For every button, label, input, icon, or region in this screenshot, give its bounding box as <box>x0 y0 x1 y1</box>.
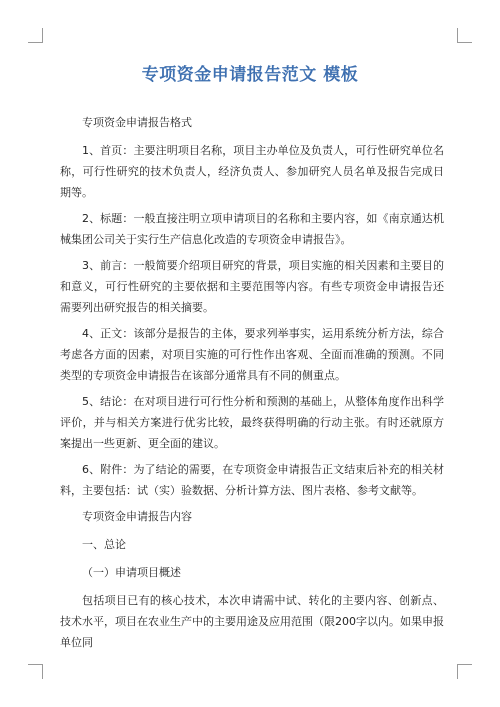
paragraph-overview: 包括项目已有的核心技术，本次申请需中试、转化的主要内容、创新点、技术水平，项目在农业生产中的主要用途及应用范围（限200字以内。如果申报单位同 <box>60 594 444 649</box>
crop-mark-bottom-left <box>28 664 43 679</box>
paragraph-title: 2、标题：一般直接注明立项申请项目的名称和主要内容，如《南京通达机械集团公司关于实行生产信息化改造的专项资金申请报告》。 <box>60 212 444 246</box>
document-title: 专项资金申请报告范文 模板 <box>141 65 359 85</box>
crop-mark-top-right <box>457 28 472 43</box>
crop-mark-top-left <box>28 28 43 43</box>
section-heading-format: 专项资金申请报告格式 <box>82 116 192 129</box>
section-heading-general: 一、总论 <box>82 538 126 551</box>
paragraph-conclusion: 5、结论：在对项目进行可行性分析和预测的基础上，从整体角度作出科学评价，并与相关方案进行优劣比较，最终获得明确的行动主张。有时还就原方案提出一些更新、更全面的建议。 <box>60 395 444 450</box>
crop-mark-bottom-right <box>457 664 472 679</box>
paragraph-appendix: 6、附件：为了结论的需要，在专项资金申请报告正文结束后补充的相关材料，主要包括：试（实）验数据、分析计算方法、图片表格、参考文献等。 <box>60 463 444 497</box>
document-body <box>60 112 444 658</box>
section-heading-content: 专项资金申请报告内容 <box>82 510 192 523</box>
subsection-heading-overview: （一）申请项目概述 <box>82 566 181 579</box>
paragraph-body: 4、正文：该部分是报告的主体，要求列举事实，运用系统分析方法，综合考虑各方面的因素，对项目实施的可行性作出客观、全面而准确的预测。不同类型的专项资金申请报告在该部分通常具有不同的侧重点。 <box>60 327 444 382</box>
paragraph-preface: 3、前言：一般简要介绍项目研究的背景，项目实施的相关因素和主要目的和意义，可行性研究的主要依据和主要范围等内容。有些专项资金申请报告还需要列出研究报告的相关摘要。 <box>60 259 444 314</box>
paragraph-cover: 1、首页：主要注明项目名称，项目主办单位及负责人，可行性研究单位名称，可行性研究的技术负责人，经济负责人、参加研究人员名单及报告完成日期等。 <box>60 144 444 199</box>
